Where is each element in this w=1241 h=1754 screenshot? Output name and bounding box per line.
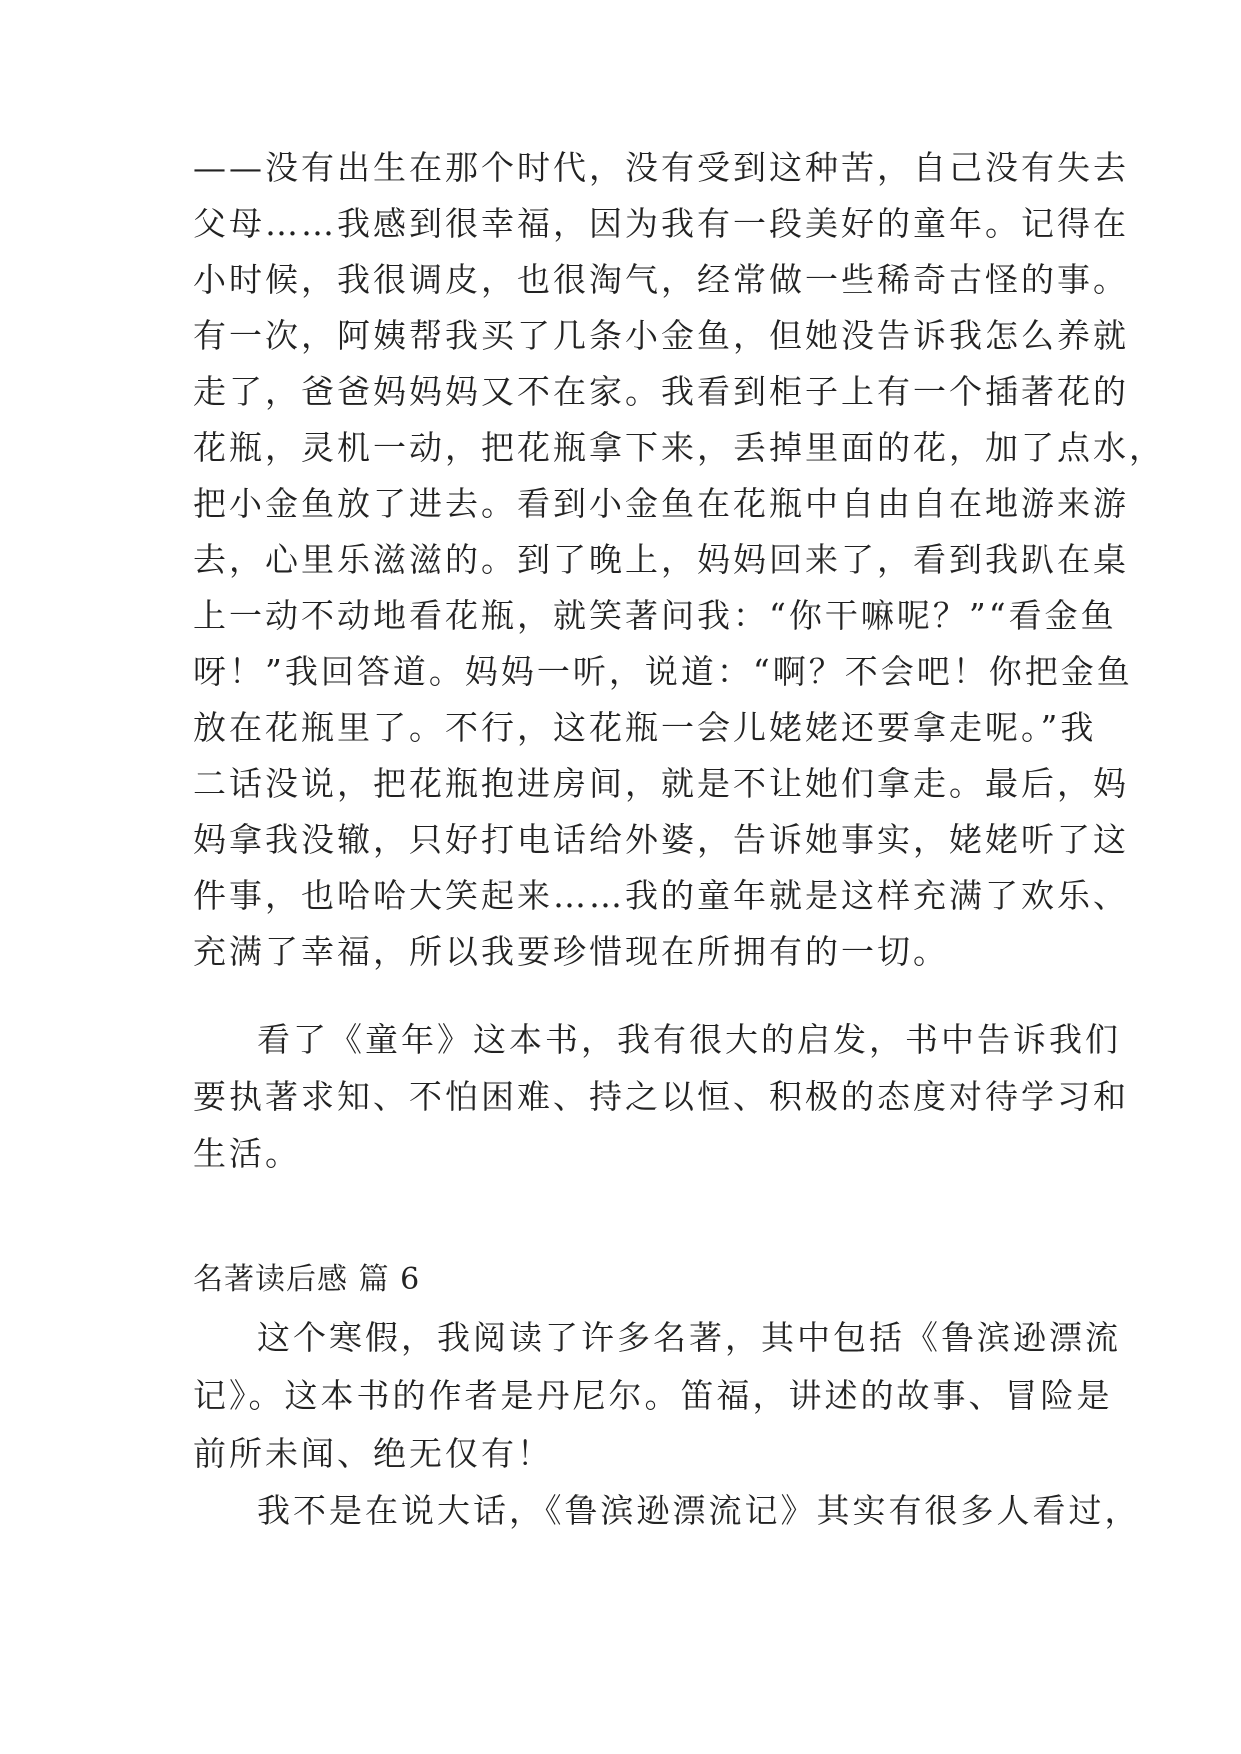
paragraph-line: 记》。这本书的作者是丹尼尔。笛福，讲述的故事、冒险是 [193, 1376, 1113, 1415]
paragraph-line: 二话没说，把花瓶抱进房间，就是不让她们拿走。最后，妈 [193, 764, 1129, 803]
paragraph-line: 我不是在说大话，《鲁滨逊漂流记》其实有很多人看过， [257, 1491, 1141, 1530]
paragraph-line: 呀！”我回答道。妈妈一听，说道：“啊？不会吧！你把金鱼 [193, 652, 1133, 691]
paragraph-line: 这个寒假，我阅读了许多名著，其中包括《鲁滨逊漂流 [257, 1318, 1121, 1357]
paragraph-line: 妈拿我没辙，只好打电话给外婆，告诉她事实，姥姥听了这 [193, 820, 1129, 859]
paragraph-line: 放在花瓶里了。不行，这花瓶一会儿姥姥还要拿走呢。”我 [193, 708, 1097, 747]
paragraph-line: 去，心里乐滋滋的。到了晚上，妈妈回来了，看到我趴在桌 [193, 540, 1129, 579]
paragraph-line: 父母……我感到很幸福，因为我有一段美好的童年。记得在 [193, 204, 1129, 243]
paragraph-line: ——没有出生在那个时代，没有受到这种苦，自己没有失去 [193, 148, 1129, 187]
paragraph-line: 前所未闻、绝无仅有！ [193, 1434, 553, 1473]
paragraph-line: 看了《童年》这本书，我有很大的启发，书中告诉我们 [257, 1020, 1121, 1059]
paragraph-line: 小时候，我很调皮，也很淘气，经常做一些稀奇古怪的事。 [193, 260, 1129, 299]
paragraph-line: 充满了幸福，所以我要珍惜现在所拥有的一切。 [193, 932, 949, 971]
paragraph-line: 花瓶，灵机一动，把花瓶拿下来，丢掉里面的花，加了点水， [193, 428, 1165, 467]
paragraph-line: 走了，爸爸妈妈妈又不在家。我看到柜子上有一个插著花的 [193, 372, 1129, 411]
paragraph-line: 生活。 [193, 1134, 301, 1173]
paragraph-line: 件事，也哈哈大笑起来……我的童年就是这样充满了欢乐、 [193, 876, 1129, 915]
paragraph-line: 上一动不动地看花瓶，就笑著问我：“你干嘛呢？”“看金鱼 [193, 596, 1117, 635]
paragraph-line: 要执著求知、不怕困难、持之以恒、积极的态度对待学习和 [193, 1077, 1129, 1116]
paragraph-line: 把小金鱼放了进去。看到小金鱼在花瓶中自由自在地游来游 [193, 484, 1129, 523]
paragraph-line: 有一次，阿姨帮我买了几条小金鱼，但她没告诉我怎么养就 [193, 316, 1129, 355]
section-heading: 名著读后感 篇 6 [193, 1262, 421, 1297]
